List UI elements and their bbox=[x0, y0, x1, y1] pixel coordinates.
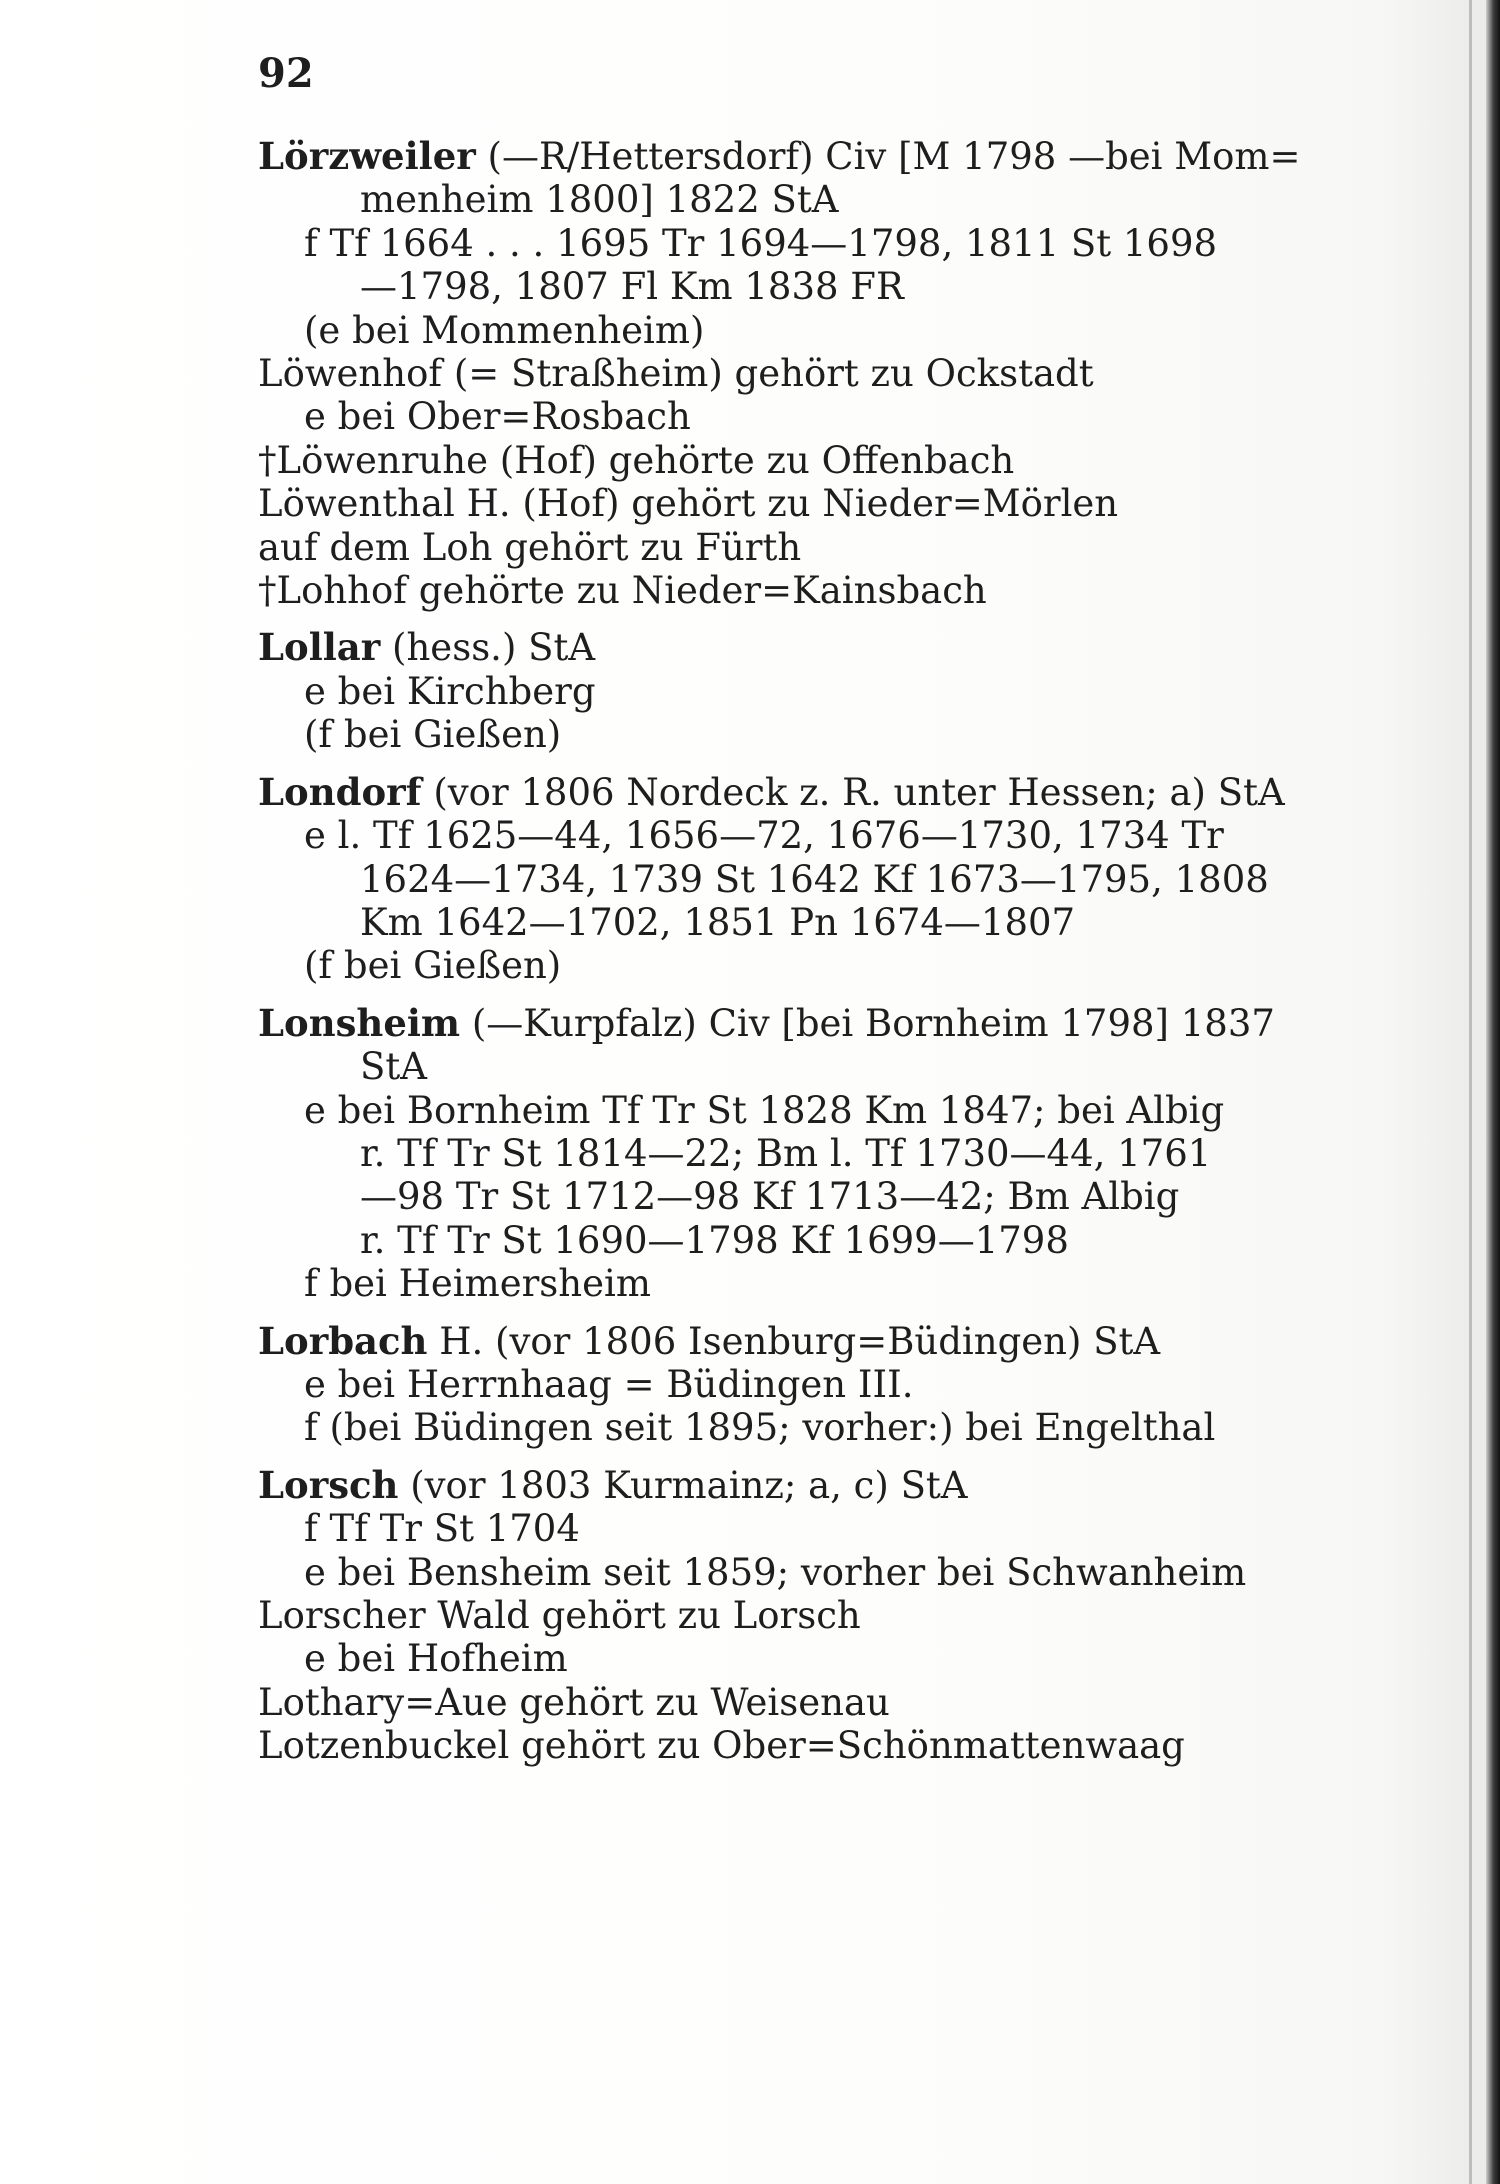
entry-line bbox=[258, 395, 1338, 438]
entry-text: e bei Ober=Rosbach bbox=[304, 395, 691, 439]
entry-text: e bei Herrnhaag = Büdingen III. bbox=[304, 1362, 914, 1406]
entry-line bbox=[258, 439, 1338, 482]
entry-headword: †Lohhof bbox=[258, 569, 407, 613]
entry-line bbox=[258, 901, 1338, 944]
entry-text: (e bei Mommenheim) bbox=[304, 308, 705, 352]
entry-line bbox=[258, 1045, 1338, 1088]
entry-text: (vor 1806 Nordeck z. R. unter Hessen; a) StA bbox=[433, 770, 1285, 814]
entry-line bbox=[258, 178, 1338, 221]
entry-line bbox=[258, 482, 1338, 525]
entry-headword: Löwenhof bbox=[258, 352, 443, 396]
entry-text: Km 1642—1702, 1851 Pn 1674—1807 bbox=[360, 900, 1076, 944]
entry-text: (Hof) gehörte zu Offenbach bbox=[499, 438, 1015, 482]
entry-line bbox=[258, 1464, 1338, 1507]
gazetteer-entry bbox=[258, 1320, 1338, 1450]
entry-text: gehört zu Lorsch bbox=[541, 1594, 861, 1637]
page-edge-shadow bbox=[1486, 0, 1500, 2184]
entry-text: —1798, 1807 Fl Km 1838 FR bbox=[360, 265, 904, 309]
gazetteer-entry bbox=[258, 771, 1338, 988]
entry-headword: Lorsch bbox=[258, 1462, 399, 1507]
entry-line bbox=[258, 1507, 1338, 1550]
entry-headword: Lorbach bbox=[258, 1318, 428, 1363]
entry-text: r. Tf Tr St 1814—22; Bm l. Tf 1730—44, 1761 bbox=[360, 1131, 1212, 1175]
entry-headword: Lorscher Wald bbox=[258, 1594, 530, 1637]
gazetteer-entry bbox=[258, 1594, 1338, 1681]
entry-line bbox=[258, 1132, 1338, 1175]
entry-headword: auf dem Loh bbox=[258, 525, 493, 569]
gazetteer-entry bbox=[258, 1724, 1338, 1767]
entry-text: 1624—1734, 1739 St 1642 Kf 1673—1795, 1808 bbox=[360, 857, 1269, 901]
page-gutter-line bbox=[1469, 0, 1472, 2184]
entry-text: e bei Hofheim bbox=[304, 1637, 568, 1681]
entry-line bbox=[258, 944, 1338, 987]
entry-line bbox=[258, 626, 1338, 669]
entry-text: —98 Tr St 1712—98 Kf 1713—42; Bm Albig bbox=[360, 1175, 1180, 1219]
entry-text: e bei Bornheim Tf Tr St 1828 Km 1847; bei Albig bbox=[304, 1088, 1225, 1132]
entry-headword: Lonsheim bbox=[258, 1000, 461, 1045]
entry-line bbox=[258, 713, 1338, 756]
entry-text: f Tf 1664 . . . 1695 Tr 1694—1798, 1811 St 1698 bbox=[304, 221, 1218, 265]
gazetteer-entry bbox=[258, 352, 1338, 439]
entry-line bbox=[258, 1406, 1338, 1449]
entry-text: gehört zu Weisenau bbox=[519, 1680, 890, 1724]
entry-text: (f bei Gießen) bbox=[304, 713, 562, 757]
entry-text: gehörte zu Nieder=Kainsbach bbox=[418, 569, 987, 613]
entry-text: H. (Hof) gehört zu Nieder=Mörlen bbox=[466, 482, 1119, 526]
entry-line bbox=[258, 771, 1338, 814]
gazetteer-entry bbox=[258, 569, 1338, 612]
entry-line bbox=[258, 265, 1338, 308]
entry-text: (hess.) StA bbox=[392, 626, 596, 670]
entry-line bbox=[258, 1262, 1338, 1305]
entry-line bbox=[258, 1594, 1338, 1637]
entry-headword: Lörzweiler bbox=[258, 134, 476, 178]
entry-text: menheim 1800] 1822 StA bbox=[360, 178, 839, 222]
entry-text: f Tf Tr St 1704 bbox=[304, 1507, 580, 1551]
entry-text: e bei Kirchberg bbox=[304, 669, 596, 713]
entry-headword: Lollar bbox=[258, 625, 381, 670]
entry-text: (vor 1803 Kurmainz; a, c) StA bbox=[410, 1463, 968, 1507]
entry-text: (f bei Gießen) bbox=[304, 944, 562, 988]
entry-text: r. Tf Tr St 1690—1798 Kf 1699—1798 bbox=[360, 1218, 1069, 1262]
entry-line bbox=[258, 1219, 1338, 1262]
entry-line bbox=[258, 526, 1338, 569]
gazetteer-entry bbox=[258, 135, 1338, 352]
entry-text: (—Kurpfalz) Civ [bei Bornheim 1798] 1837 bbox=[471, 1001, 1275, 1045]
gazetteer-entry bbox=[258, 626, 1338, 756]
entry-text: f bei Heimersheim bbox=[304, 1262, 651, 1306]
entry-line bbox=[258, 569, 1338, 612]
entry-text: H. (vor 1806 Isenburg=Büdingen) StA bbox=[439, 1319, 1161, 1363]
entry-text: f (bei Büdingen seit 1895; vorher:) bei Engelthal bbox=[304, 1406, 1216, 1450]
entry-line bbox=[258, 1002, 1338, 1045]
gazetteer-entry bbox=[258, 1002, 1338, 1306]
entry-headword: Londorf bbox=[258, 769, 422, 814]
entry-line bbox=[258, 1363, 1338, 1406]
entry-line bbox=[258, 670, 1338, 713]
gazetteer-entry bbox=[258, 439, 1338, 482]
entry-line bbox=[258, 352, 1338, 395]
entry-text: e bei Bensheim seit 1859; vorher bei Schwanheim bbox=[304, 1550, 1247, 1594]
page-number: 92 bbox=[258, 50, 314, 97]
entry-line bbox=[258, 1551, 1338, 1594]
entry-line bbox=[258, 1724, 1338, 1767]
entry-text: (—R/Hettersdorf) Civ [M 1798 —bei Mom= bbox=[487, 135, 1301, 178]
entry-text: (= Straßheim) gehört zu Ockstadt bbox=[453, 352, 1094, 396]
entry-line bbox=[258, 1320, 1338, 1363]
entry-headword: Lotzenbuckel bbox=[258, 1724, 510, 1768]
gazetteer-entry bbox=[258, 526, 1338, 569]
entry-line bbox=[258, 1175, 1338, 1218]
entry-text: gehört zu Ober=Schönmattenwaag bbox=[521, 1724, 1185, 1768]
entry-line bbox=[258, 1637, 1338, 1680]
gazetteer-entry bbox=[258, 482, 1338, 525]
entry-line bbox=[258, 309, 1338, 352]
entry-line bbox=[258, 222, 1338, 265]
entry-line bbox=[258, 1089, 1338, 1132]
gazetteer-entry bbox=[258, 1681, 1338, 1724]
entry-text: StA bbox=[360, 1045, 427, 1089]
entry-text: e l. Tf 1625—44, 1656—72, 1676—1730, 1734 Tr bbox=[304, 814, 1224, 858]
entry-headword: Lothary=Aue bbox=[258, 1680, 508, 1724]
entry-line bbox=[258, 1681, 1338, 1724]
entry-headword: †Löwenruhe bbox=[258, 438, 488, 482]
entry-line bbox=[258, 814, 1338, 857]
entry-line bbox=[258, 858, 1338, 901]
gazetteer-entries bbox=[258, 135, 1338, 1768]
gazetteer-entry bbox=[258, 1464, 1338, 1594]
entry-text: gehört zu Fürth bbox=[504, 525, 802, 569]
entry-line bbox=[258, 135, 1338, 178]
entry-headword: Löwenthal bbox=[258, 482, 455, 526]
